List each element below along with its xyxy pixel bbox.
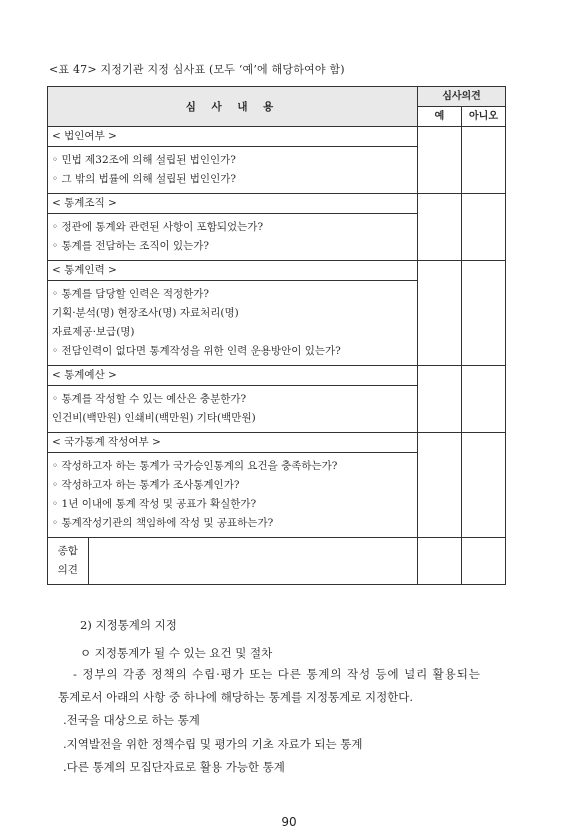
question-line: 인건비(백만원) 인쇄비(백만원) 기타(백만원) <box>52 412 256 424</box>
summary-label-line: 의견 <box>57 564 78 576</box>
header-no: 아니오 <box>462 107 506 127</box>
summary-cell <box>48 538 418 585</box>
subsection-heading: ㅇ 지정통계가 될 수 있는 요건 및 절차 <box>80 646 273 660</box>
summary-label <box>48 538 88 584</box>
section-body-corporation <box>48 147 418 194</box>
question-line: ◦ 전담인력이 없다면 통계작성을 위한 인력 운용방안이 있는가? <box>52 345 341 357</box>
yes-cell <box>418 194 462 261</box>
question-line: ◦ 작성하고자 하는 통계가 국가승인통계의 요건을 충족하는가? <box>52 460 338 472</box>
question-line: ◦ 민법 제32조에 의해 설립된 법인인가? <box>52 154 236 166</box>
question-line: ◦ 통계작성기관의 책임하에 작성 및 공표하는가? <box>52 517 274 529</box>
yes-cell <box>418 261 462 366</box>
question-line: ◦ 1년 이내에 통계 작성 및 공표가 확실한가? <box>52 498 257 510</box>
table-caption: <표 47> 지정기관 지정 심사표 (모두 ‘예’에 해당하여야 함) <box>49 63 345 76</box>
no-cell <box>462 538 506 585</box>
summary-opinion-field[interactable] <box>88 538 417 584</box>
no-cell <box>462 261 506 366</box>
question-line: ◦ 그 밖의 법률에 의해 설립된 법인인가? <box>52 173 236 185</box>
header-yes: 예 <box>418 107 462 127</box>
section-title-organization: < 통계조직 > <box>48 194 418 214</box>
header-review-opinion: 심사의견 <box>418 87 506 107</box>
question-line: ◦ 통계를 전담하는 조직이 있는가? <box>52 240 210 252</box>
question-line: ◦ 정관에 통계와 관련된 사항이 포함되었는가? <box>52 221 264 233</box>
no-cell <box>462 366 506 433</box>
section-title-national-statistics: < 국가통계 작성여부 > <box>48 433 418 453</box>
yes-cell <box>418 127 462 194</box>
page-number: 90 <box>281 815 297 829</box>
section-body-national-statistics <box>48 453 418 538</box>
section-title-corporation: < 법인여부 > <box>48 127 418 147</box>
review-table <box>47 86 506 585</box>
section-title-staff: < 통계인력 > <box>48 261 418 281</box>
yes-cell <box>418 538 462 585</box>
question-line: ◦ 통계를 담당할 인력은 적정한가? <box>52 288 210 300</box>
question-line: ◦ 통계를 작성할 수 있는 예산은 충분한가? <box>52 393 247 405</box>
section-body-budget <box>48 386 418 433</box>
question-line: ◦ 작성하고자 하는 통계가 조사통계인가? <box>52 479 240 491</box>
paragraph-line: 통계로서 아래의 사항 중 하나에 해당하는 통계를 지정통계로 지정한다. <box>58 690 414 704</box>
section-title-budget: < 통계예산 > <box>48 366 418 386</box>
no-cell <box>462 127 506 194</box>
yes-cell <box>418 366 462 433</box>
list-item: .다른 통계의 모집단자료로 활용 가능한 통계 <box>63 760 285 774</box>
summary-label-line: 종합 <box>57 545 78 557</box>
no-cell <box>462 433 506 538</box>
paragraph-line: - 정부의 각종 정책의 수립·평가 또는 다른 통계의 작성 등에 널리 활용되는 <box>73 667 481 681</box>
section-body-staff <box>48 281 418 366</box>
section-heading: 2) 지정통계의 지정 <box>80 618 177 632</box>
question-line: 기획·분석(명) 현장조사(명) 자료처리(명) <box>52 307 239 319</box>
list-item: .지역발전을 위한 정책수립 및 평가의 기초 자료가 되는 통계 <box>63 737 363 751</box>
yes-cell <box>418 433 462 538</box>
list-item: .전국을 대상으로 하는 통계 <box>63 713 200 727</box>
section-body-organization <box>48 214 418 261</box>
no-cell <box>462 194 506 261</box>
header-review-content: 심 사 내 용 <box>48 87 418 127</box>
question-line: 자료제공·보급(명) <box>52 326 135 338</box>
